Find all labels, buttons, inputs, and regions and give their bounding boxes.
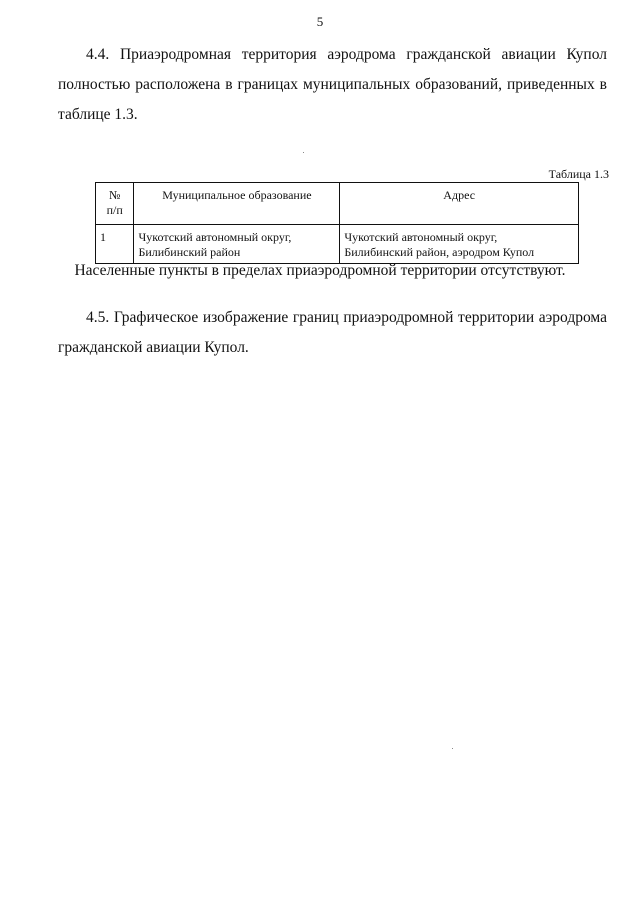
header-address: Адрес (340, 183, 579, 225)
cell-line: Чукотский автономный округ, (344, 230, 498, 244)
page-number: 5 (316, 14, 324, 29)
scan-speck (303, 152, 304, 153)
cell-row-number: 1 (96, 225, 134, 264)
paragraph-line: гражданской авиации Купол. (58, 339, 249, 356)
header-number-abbrev: п/п (106, 203, 123, 217)
table-row (96, 225, 579, 264)
header-number-sign: № (109, 188, 121, 202)
paragraph-line: 4.4. Приаэродромная территория аэродрома гражданской авиации Купол (86, 46, 607, 63)
cell-address (340, 225, 579, 264)
settlements-note: Населенные пункты в пределах приаэродромной территории отсутствуют. (74, 262, 566, 279)
paragraph-line: таблице 1.3. (58, 106, 138, 123)
header-row-number (96, 183, 134, 225)
cell-line: Чукотский автономный округ, (138, 230, 292, 244)
header-municipality: Муниципальное образование (134, 183, 340, 225)
paragraph-line: полностью расположена в границах муниципальных образований, приведенных в (58, 76, 607, 93)
paragraph-4-4 (58, 40, 607, 130)
paragraph-4-5 (58, 303, 607, 363)
cell-municipality (134, 225, 340, 264)
cell-line: Билибинский район, аэродром Купол (344, 245, 535, 259)
table-header-row (96, 183, 579, 225)
cell-line: Билибинский район (138, 245, 241, 259)
scan-speck (452, 748, 453, 749)
paragraph-line: 4.5. Графическое изображение границ приаэродромной территории аэродрома (86, 309, 607, 326)
table-caption: Таблица 1.3 (548, 167, 609, 181)
municipality-table (95, 182, 579, 264)
